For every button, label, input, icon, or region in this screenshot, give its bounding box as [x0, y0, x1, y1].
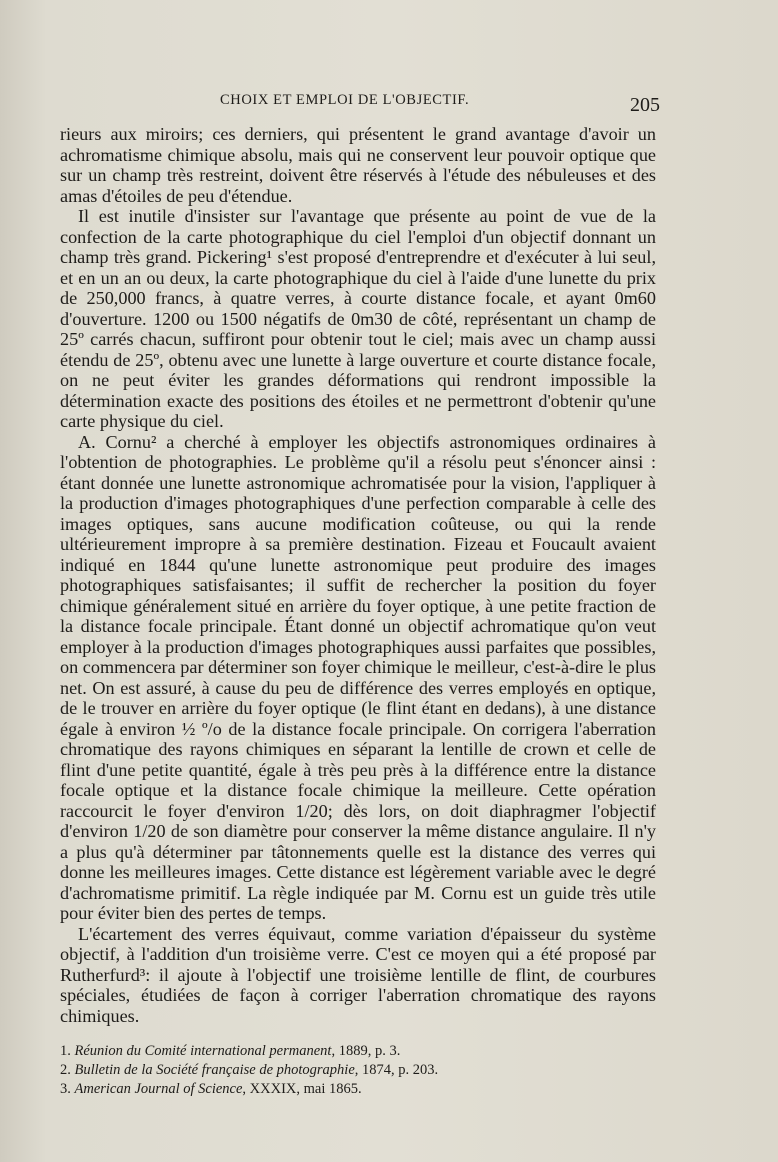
paragraph-2: Il est inutile d'insister sur l'avantage que présente au point de vue de la confection de la carte photographique du ciel l'emploi d'un objectif donnant un champ très grand. Pickering¹ s'est proposé d'entreprendre et d'exécuter à lui seul, et en un an ou deux, la carte photographique du ciel à l'aide d'une lunette du prix de 250,000 francs, à quatre verres, à courte distance focale, et ayant 0m60 d'ouverture. 1200 ou 1500 négatifs de 0m30 de côté, représentant un champ de 25º carrés chacun, suffiront pour obtenir tout le ciel; mais avec un champ aussi étendu de 25º, obtenu avec une lunette à large ouverture et courte distance focale, on ne peut éviter les grandes déformations qui rendront impossible la détermination exacte des positions des étoiles et ne permettront d'obtenir qu'une carte physique du ciel.: [60, 206, 656, 431]
footnote-number: 1.: [60, 1043, 71, 1059]
paragraph-3: A. Cornu² a cherché à employer les objectifs astronomiques ordinaires à l'obtention de photographies. Le problème qu'il a résolu peut s'énoncer ainsi : étant donnée une lunette astronomique achromatisée pour la vision, l'appliquer à la production d'images photographiques d'une perfection comparable à celle des images optiques, sans aucune modification coûteuse, ou qui la rende ultérieurement impropre à sa première destination. Fizeau et Foucault avaient indiqué en 1844 qu'une lunette astronomique peut produire des images photographiques satisfaisantes; il suffit de rechercher la position du foyer chimique généralement situé en arrière du foyer optique, à une petite fraction de la distance focale principale. Étant donné un objectif achromatique qu'on veut employer à la production d'images photographiques aussi parfaites que possibles, on commencera par déterminer son foyer chimique le meilleur, c'est-à-dire le plus net. On est assuré, à cause du peu de différence des verres employés en optique, de le trouver en arrière du foyer optique (le flint étant en dedans), à une distance égale à environ ½ º/o de la distance focale principale. On corrigera l'aberration chromatique des rayons chimiques en séparant la lentille de crown et celle de flint d'une petite quantité, égale à très peu près à la différence entre la distance focale optique et la distance focale chimique la meilleure. Cette opération raccourcit le foyer d'environ 1/20; dès lors, on doit diaphragmer l'objectif d'environ 1/20 de son diamètre pour conserver la même distance angulaire. Il n'y a plus qu'à déterminer par tâtonnements quelle est la distance des verres qui donne les meilleures images. Cette distance est légèrement variable avec le degré d'achromatisme primitif. La règle indiquée par M. Cornu est un guide très utile pour éviter bien des pertes de temps.: [60, 431, 656, 923]
footnote-title: Réunion du Comité international permanent: [74, 1043, 332, 1059]
footnote-number: 2.: [60, 1062, 71, 1078]
page-header: [60, 92, 660, 114]
page-number: 205: [630, 94, 660, 116]
footnotes: [60, 1042, 660, 1099]
paragraph-1: rieurs aux miroirs; ces derniers, qui présentent le grand avantage d'avoir un achromatisme chimique absolu, mais qui ne conservent leur pouvoir optique que sur un champ très restreint, doivent être réservés à l'étude des nébuleuses et des amas d'étoiles de peu d'étendue.: [60, 124, 656, 206]
footnote-1: [60, 1042, 660, 1061]
footnote-citation: , 1889, p. 3.: [331, 1043, 401, 1059]
footnote-number: 3.: [60, 1081, 71, 1097]
running-title: CHOIX ET EMPLOI DE L'OBJECTIF.: [220, 92, 470, 108]
paragraph-4: L'écartement des verres équivaut, comme variation d'épaisseur du système objectif, à l'addition d'un troisième verre. C'est ce moyen qui a été proposé par Rutherfurd³: il ajoute à l'objectif une troisième lentille de flint, de courbures spéciales, étudiées de façon à corriger l'aberration chromatique des rayons chimiques.: [60, 923, 656, 1026]
body-text: [60, 124, 656, 1026]
footnote-title: American Journal of Science: [74, 1081, 243, 1097]
footnote-title: Bulletin de la Société française de photographie: [74, 1062, 355, 1078]
footnote-3: [60, 1080, 660, 1099]
footnote-2: [60, 1061, 660, 1080]
footnote-citation: , XXXIX, mai 1865.: [242, 1081, 362, 1097]
footnote-citation: , 1874, p. 203.: [354, 1062, 439, 1078]
